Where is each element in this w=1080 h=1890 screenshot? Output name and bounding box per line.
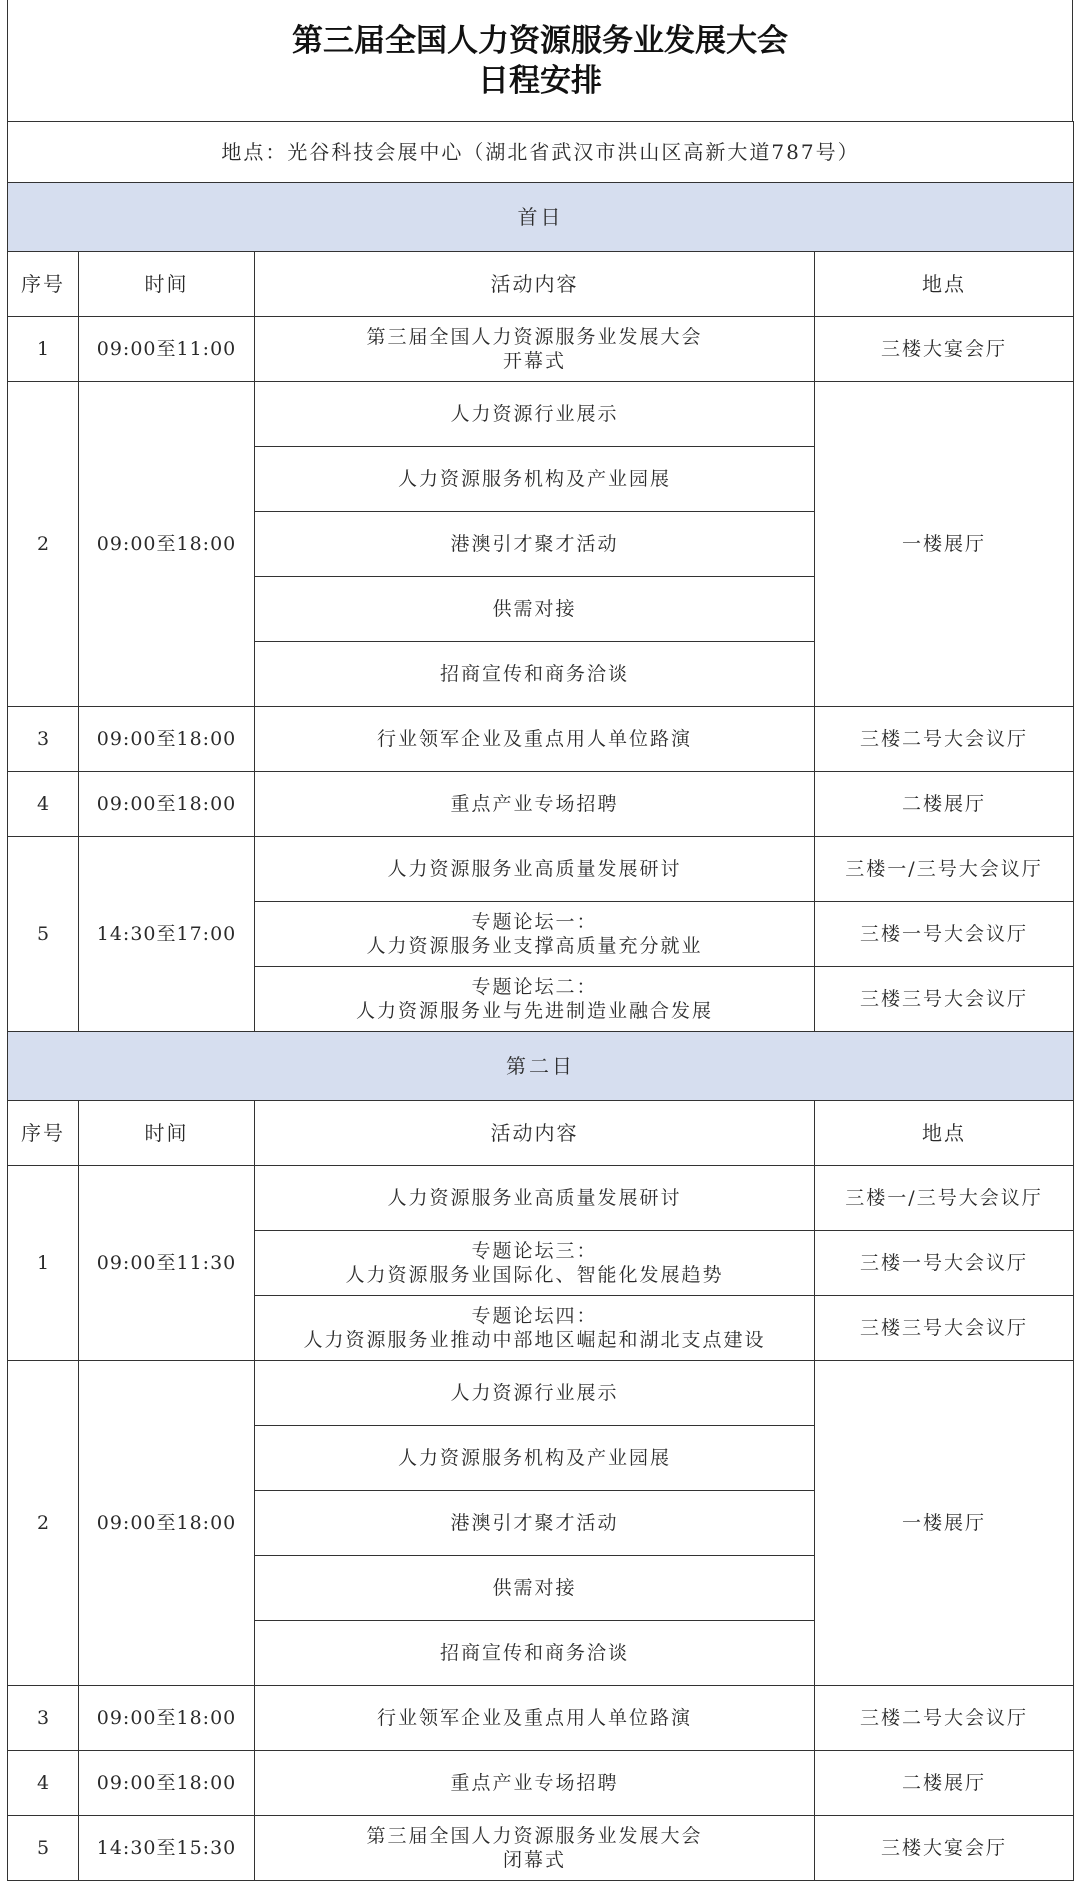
day2-header: 第二日 [8,1032,1074,1101]
content-line: 第三届全国人力资源服务业发展大会 [366,326,703,348]
day1-header: 首日 [8,183,1074,252]
col-header-no: 序号 [8,252,79,317]
row-no: 2 [8,1361,79,1686]
table-row [8,1816,1074,1881]
col-header-time: 时间 [79,252,255,317]
content-line: 开幕式 [502,350,566,372]
row-time: 09:00至18:00 [79,1361,255,1686]
page-title: 第三届全国人力资源服务业发展大会 [292,22,788,59]
row-location: 一楼展厅 [815,382,1074,707]
row-content: 人力资源行业展示 [255,1361,815,1426]
row-time: 09:00至18:00 [79,382,255,707]
schedule-sheet [7,0,1073,1881]
row-location: 二楼展厅 [815,772,1074,837]
row-time: 09:00至18:00 [79,772,255,837]
content-line: 专题论坛二： [471,976,598,998]
content-line: 专题论坛四： [471,1305,598,1327]
col-header-location: 地点 [815,252,1074,317]
row-no: 3 [8,1686,79,1751]
table-row [8,707,1074,772]
content-line: 专题论坛一： [471,911,598,933]
row-content: 招商宣传和商务洽谈 [255,1621,815,1686]
row-location: 三楼二号大会议厅 [815,707,1074,772]
row-no: 1 [8,317,79,382]
venue-row: 地点：光谷科技会展中心（湖北省武汉市洪山区高新大道787号） [8,122,1074,183]
table-row [8,382,1074,447]
content-line: 专题论坛三： [471,1240,598,1262]
row-time: 09:00至18:00 [79,1686,255,1751]
table-row [8,1166,1074,1231]
row-no: 2 [8,382,79,707]
row-time: 14:30至15:30 [79,1816,255,1881]
row-content: 人力资源服务机构及产业园展 [255,1426,815,1491]
row-content: 行业领军企业及重点用人单位路演 [255,1686,815,1751]
table-row [8,772,1074,837]
row-time: 09:00至18:00 [79,1751,255,1816]
row-location: 三楼一/三号大会议厅 [815,1166,1074,1231]
row-content: 行业领军企业及重点用人单位路演 [255,707,815,772]
row-location: 三楼一号大会议厅 [815,902,1074,967]
row-content: 人力资源服务业高质量发展研讨 [255,837,815,902]
row-content: 招商宣传和商务洽谈 [255,642,815,707]
content-line: 人力资源服务业推动中部地区崛起和湖北支点建设 [303,1329,766,1351]
row-location: 三楼大宴会厅 [815,1816,1074,1881]
title-block [7,0,1073,121]
content-line: 人力资源服务业与先进制造业融合发展 [355,1000,713,1022]
table-row [8,1686,1074,1751]
row-content: 港澳引才聚才活动 [255,512,815,577]
row-no: 4 [8,1751,79,1816]
row-no: 5 [8,837,79,1032]
col-header-content: 活动内容 [255,252,815,317]
day1-column-headers [8,252,1074,317]
row-content: 供需对接 [255,577,815,642]
row-no: 5 [8,1816,79,1881]
table-row [8,837,1074,902]
table-row [8,317,1074,382]
row-content: 人力资源服务业高质量发展研讨 [255,1166,815,1231]
table-row [8,1361,1074,1426]
row-location: 二楼展厅 [815,1751,1074,1816]
day2-column-headers [8,1101,1074,1166]
col-header-time: 时间 [79,1101,255,1166]
row-content: 供需对接 [255,1556,815,1621]
col-header-no: 序号 [8,1101,79,1166]
row-no: 3 [8,707,79,772]
row-content [255,1231,815,1296]
row-content: 重点产业专场招聘 [255,772,815,837]
row-time: 09:00至18:00 [79,707,255,772]
row-location: 三楼三号大会议厅 [815,1296,1074,1361]
row-location: 三楼大宴会厅 [815,317,1074,382]
page-subtitle: 日程安排 [478,62,602,99]
row-content: 人力资源服务机构及产业园展 [255,447,815,512]
row-content [255,967,815,1032]
content-line: 第三届全国人力资源服务业发展大会 [366,1825,703,1847]
row-location: 一楼展厅 [815,1361,1074,1686]
col-header-content: 活动内容 [255,1101,815,1166]
row-content [255,902,815,967]
row-no: 4 [8,772,79,837]
row-no: 1 [8,1166,79,1361]
row-content [255,317,815,382]
row-time: 14:30至17:00 [79,837,255,1032]
row-content: 重点产业专场招聘 [255,1751,815,1816]
row-location: 三楼一号大会议厅 [815,1231,1074,1296]
row-content: 港澳引才聚才活动 [255,1491,815,1556]
row-content [255,1296,815,1361]
row-location: 三楼二号大会议厅 [815,1686,1074,1751]
row-content [255,1816,815,1881]
content-line: 闭幕式 [502,1849,566,1871]
row-location: 三楼三号大会议厅 [815,967,1074,1032]
content-line: 人力资源服务业国际化、智能化发展趋势 [345,1264,724,1286]
row-content: 人力资源行业展示 [255,382,815,447]
row-location: 三楼一/三号大会议厅 [815,837,1074,902]
table-row [8,1751,1074,1816]
row-time: 09:00至11:00 [79,317,255,382]
col-header-location: 地点 [815,1101,1074,1166]
row-time: 09:00至11:30 [79,1166,255,1361]
schedule-table [7,121,1074,1881]
content-line: 人力资源服务业支撑高质量充分就业 [366,935,703,957]
